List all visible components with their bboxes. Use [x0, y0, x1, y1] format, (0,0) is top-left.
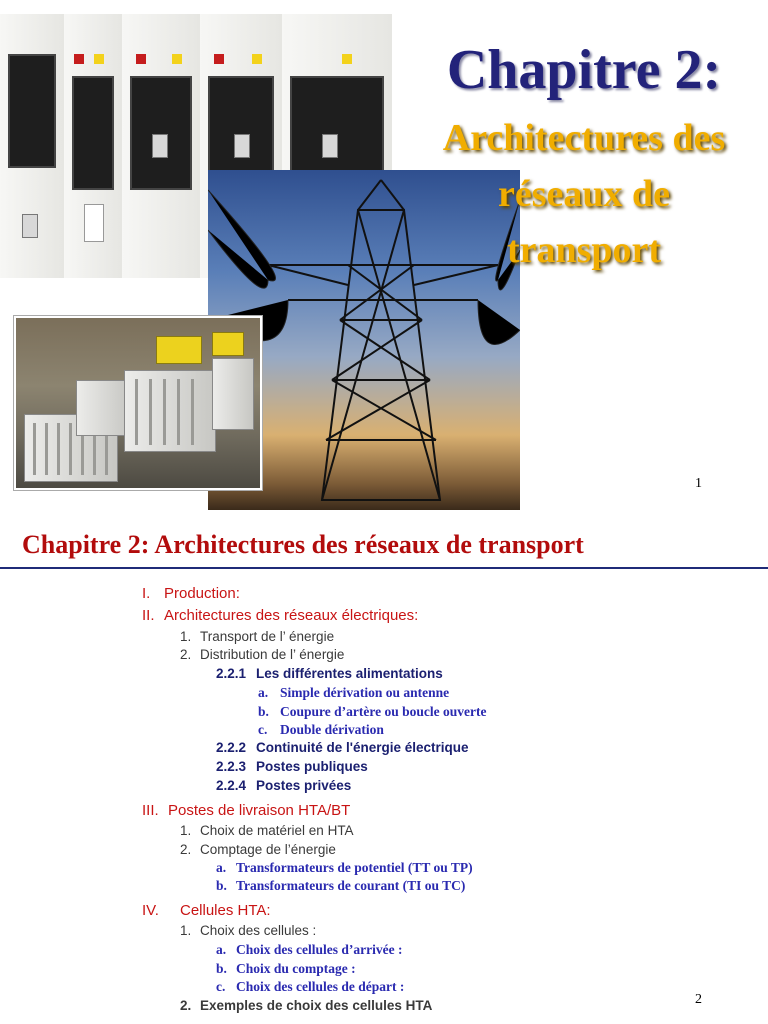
toc-text: Postes publiques — [256, 759, 368, 774]
toc-text: Choix des cellules d’arrivée : — [236, 942, 403, 957]
toc-text: Continuité de l'énergie électrique — [256, 740, 469, 755]
toc-text: Choix des cellules : — [200, 923, 317, 938]
subtitle-line-2: réseaux de — [497, 173, 671, 215]
toc-item — [180, 629, 334, 644]
toc-text: Simple dérivation ou antenne — [280, 685, 450, 700]
toc-number: a. — [216, 942, 227, 957]
toc-item — [180, 842, 336, 857]
toc-number: 2.2.4 — [216, 778, 247, 793]
chapter-title: Chapitre 2: — [446, 39, 722, 101]
toc-subitem — [216, 778, 351, 793]
toc-number: 2. — [180, 647, 192, 662]
toc-subsubitem — [258, 685, 449, 701]
toc-subitem — [216, 740, 469, 755]
toc-number: II. — [142, 607, 155, 624]
toc-subsubitem — [216, 860, 473, 876]
toc-text: Les différentes alimentations — [256, 666, 443, 681]
toc-number: IV. — [142, 902, 159, 919]
toc-item — [180, 998, 432, 1013]
toc-number: a. — [216, 860, 227, 875]
toc-text: Postes privées — [256, 778, 352, 793]
transformers-photo — [14, 316, 262, 490]
toc-subitem — [216, 759, 368, 774]
toc-text: Transport de l’ énergie — [200, 629, 335, 644]
toc-text: Postes de livraison HTA/BT — [168, 802, 351, 819]
toc-text: Exemples de choix des cellules HTA — [200, 998, 433, 1013]
toc-number: a. — [258, 685, 269, 700]
toc-number: c. — [216, 979, 226, 994]
toc-section-2 — [142, 607, 418, 624]
toc-subsubitem — [258, 722, 384, 738]
toc-text: Choix du comptage : — [236, 961, 356, 976]
page-number-2: 2 — [695, 992, 702, 1007]
toc-number: 2. — [180, 998, 192, 1013]
toc-text: Choix des cellules de départ : — [236, 979, 405, 994]
page-number-1: 1 — [695, 476, 702, 491]
toc-section-1 — [142, 585, 240, 602]
chapter-title-block — [400, 38, 768, 278]
toc-number: 2.2.1 — [216, 666, 247, 681]
toc-text: Comptage de l’énergie — [200, 842, 336, 857]
toc-number: 2.2.2 — [216, 740, 247, 755]
toc-number: I. — [142, 585, 151, 602]
toc-section-3 — [142, 802, 350, 819]
toc-text: Coupure d’artère ou boucle ouverte — [280, 704, 487, 719]
toc-number: b. — [216, 878, 227, 893]
chapter-subtitle — [400, 110, 768, 278]
toc-item — [180, 923, 316, 938]
toc-text: Distribution de l’ énergie — [200, 647, 345, 662]
toc-subsubitem — [216, 979, 404, 995]
subtitle-line-1: Architectures des — [442, 117, 726, 159]
toc-number: 1. — [180, 629, 192, 644]
toc-number: 2.2.3 — [216, 759, 247, 774]
toc-text: Double dérivation — [280, 722, 384, 737]
toc-number: III. — [142, 802, 159, 819]
slide-2-title: Chapitre 2: Architectures des réseaux de transport — [22, 530, 584, 559]
toc-text: Production: — [164, 585, 240, 602]
toc-number: 1. — [180, 923, 192, 938]
toc-item — [180, 647, 344, 662]
toc-number: 2. — [180, 842, 192, 857]
toc-text: Transformateurs de potentiel (TT ou TP) — [236, 860, 473, 875]
toc-section-4 — [142, 902, 271, 919]
toc-subsubitem — [216, 942, 402, 958]
toc-subsubitem — [216, 878, 465, 894]
title-divider — [0, 567, 768, 569]
toc-text: Choix de matériel en HTA — [200, 823, 354, 838]
toc-text: Transformateurs de courant (TI ou TC) — [236, 878, 466, 893]
toc-number: b. — [258, 704, 269, 719]
slide-2 — [0, 512, 768, 1024]
toc-number: 1. — [180, 823, 192, 838]
subtitle-line-3: transport — [506, 229, 662, 271]
toc-subitem — [216, 666, 443, 681]
toc-text: Architectures des réseaux électriques: — [164, 607, 419, 624]
toc-number: b. — [216, 961, 227, 976]
toc-text: Cellules HTA: — [180, 902, 271, 919]
toc-item — [180, 823, 354, 838]
toc-subsubitem — [216, 961, 356, 977]
toc-number: c. — [258, 722, 268, 737]
toc-subsubitem — [258, 704, 486, 720]
